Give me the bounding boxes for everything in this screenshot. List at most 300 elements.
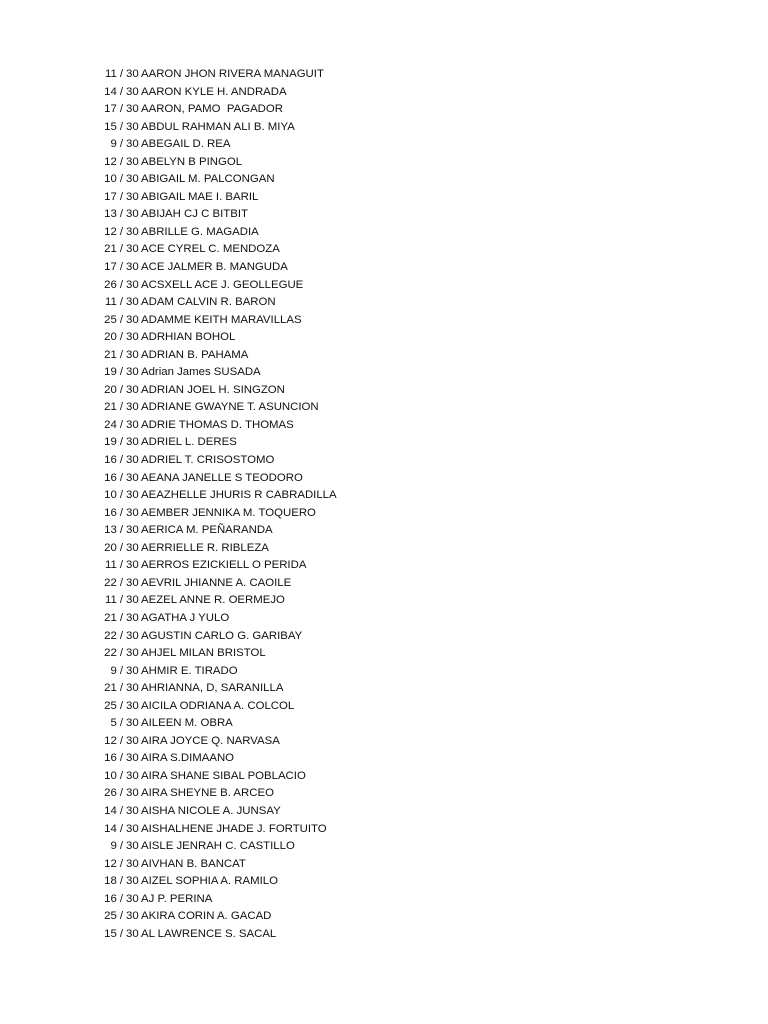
student-name: AEANA JANELLE S TEODORO <box>141 471 303 484</box>
score-points: 25 <box>104 699 117 712</box>
score-separator: / <box>119 401 123 414</box>
student-name: AISHALHENE JHADE J. FORTUITO <box>141 822 327 835</box>
score-value <box>96 417 138 435</box>
score-total: 30 <box>126 822 139 835</box>
list-item <box>96 908 337 926</box>
student-name: ACE JALMER B. MANGUDA <box>141 261 288 274</box>
list-item <box>96 610 337 628</box>
student-name: AL LAWRENCE S. SACAL <box>141 927 277 940</box>
student-name: AIRA SHANE SIBAL POBLACIO <box>141 769 306 782</box>
score-points: 25 <box>104 910 117 923</box>
score-separator: / <box>119 418 123 431</box>
list-item <box>96 224 337 242</box>
score-separator: / <box>119 296 123 309</box>
student-name: AJ P. PERINA <box>141 892 213 905</box>
score-points: 14 <box>104 804 117 817</box>
list-item <box>96 452 337 470</box>
score-value <box>96 101 138 119</box>
score-total: 30 <box>126 418 139 431</box>
score-value <box>96 803 138 821</box>
score-value <box>96 241 138 259</box>
score-value <box>96 84 138 102</box>
score-separator: / <box>119 611 123 624</box>
score-total: 30 <box>126 401 139 414</box>
list-item <box>96 66 337 84</box>
score-separator: / <box>119 68 123 80</box>
list-item <box>96 873 337 891</box>
score-points: 17 <box>104 261 117 274</box>
score-value <box>96 382 138 400</box>
score-total: 30 <box>126 454 139 467</box>
score-total: 30 <box>126 383 139 396</box>
score-separator: / <box>119 190 123 203</box>
list-item <box>96 382 337 400</box>
score-total: 30 <box>126 120 139 133</box>
score-total: 30 <box>126 190 139 203</box>
score-separator: / <box>119 506 123 519</box>
list-item <box>96 154 337 172</box>
score-points: 10 <box>104 769 117 782</box>
score-points: 24 <box>104 418 117 431</box>
score-separator: / <box>119 173 123 186</box>
score-value <box>96 540 138 558</box>
list-item <box>96 294 337 312</box>
student-name: AGUSTIN CARLO G. GARIBAY <box>141 629 303 642</box>
list-item <box>96 821 337 839</box>
score-value <box>96 224 138 242</box>
score-value <box>96 119 138 137</box>
student-name: ADAMME KEITH MARAVILLAS <box>141 313 302 326</box>
list-item <box>96 417 337 435</box>
student-name: AHRIANNA, D, SARANILLA <box>141 682 284 695</box>
score-total: 30 <box>126 225 139 238</box>
list-item <box>96 84 337 102</box>
score-separator: / <box>119 313 123 326</box>
score-separator: / <box>119 664 123 677</box>
score-points: 20 <box>104 541 117 554</box>
score-points: 15 <box>104 120 117 133</box>
score-total: 30 <box>126 647 139 660</box>
score-value <box>96 189 138 207</box>
student-name: AIRA S.DIMAANO <box>141 752 235 765</box>
score-total: 30 <box>126 734 139 747</box>
score-total: 30 <box>126 208 139 221</box>
score-value <box>96 206 138 224</box>
score-separator: / <box>119 682 123 695</box>
score-value <box>96 856 138 874</box>
score-value <box>96 277 138 295</box>
score-total: 30 <box>126 173 139 186</box>
list-item <box>96 171 337 189</box>
score-separator: / <box>119 471 123 484</box>
list-item <box>96 136 337 154</box>
score-total: 30 <box>126 506 139 519</box>
score-points: 9 <box>110 664 117 677</box>
score-points: 25 <box>104 313 117 326</box>
score-total: 30 <box>126 243 139 256</box>
score-total: 30 <box>126 840 139 853</box>
score-value <box>96 733 138 751</box>
score-value <box>96 610 138 628</box>
student-name: AIRA JOYCE Q. NARVASA <box>141 734 280 747</box>
score-points: 16 <box>104 892 117 905</box>
student-name: ADRIAN JOEL H. SINGZON <box>141 383 285 396</box>
score-points: 12 <box>104 225 117 238</box>
score-points: 20 <box>104 383 117 396</box>
score-separator: / <box>119 278 123 291</box>
list-item <box>96 206 337 224</box>
score-value <box>96 768 138 786</box>
student-name: ACSXELL ACE J. GEOLLEGUE <box>141 278 304 291</box>
score-separator: / <box>119 927 123 940</box>
score-value <box>96 434 138 452</box>
score-points: 11 <box>105 68 117 80</box>
student-name: Adrian James SUSADA <box>141 366 261 379</box>
score-points: 22 <box>104 629 117 642</box>
student-name: ABELYN B PINGOL <box>141 155 243 168</box>
student-name: ABIJAH CJ C BITBIT <box>141 208 248 221</box>
score-points: 21 <box>104 243 117 256</box>
score-value <box>96 592 138 610</box>
score-total: 30 <box>126 524 139 537</box>
score-total: 30 <box>126 717 139 730</box>
score-points: 18 <box>104 875 117 888</box>
score-points: 19 <box>104 366 117 379</box>
score-value <box>96 663 138 681</box>
score-separator: / <box>119 138 123 151</box>
score-separator: / <box>119 103 123 116</box>
score-value <box>96 171 138 189</box>
score-value <box>96 891 138 909</box>
student-name: AIZEL SOPHIA A. RAMILO <box>141 875 278 888</box>
score-separator: / <box>119 857 123 870</box>
score-points: 13 <box>104 524 117 537</box>
score-points: 14 <box>104 85 117 98</box>
score-separator: / <box>119 383 123 396</box>
score-separator: / <box>119 892 123 905</box>
student-name: ADRIEL L. DERES <box>141 436 237 449</box>
score-value <box>96 329 138 347</box>
score-separator: / <box>119 840 123 853</box>
list-item <box>96 522 337 540</box>
student-name: AIVHAN B. BANCAT <box>141 857 246 870</box>
student-name: AISLE JENRAH C. CASTILLO <box>141 840 295 853</box>
student-name: AHJEL MILAN BRISTOL <box>141 647 266 660</box>
score-value <box>96 470 138 488</box>
score-separator: / <box>119 734 123 747</box>
score-separator: / <box>119 752 123 765</box>
score-points: 26 <box>104 787 117 800</box>
list-item <box>96 592 337 610</box>
student-name: ADRIEL T. CRISOSTOMO <box>141 454 275 467</box>
score-points: 22 <box>104 576 117 589</box>
score-points: 14 <box>104 822 117 835</box>
list-item <box>96 434 337 452</box>
score-value <box>96 294 138 312</box>
list-item <box>96 926 337 944</box>
student-name: ABRILLE G. MAGADIA <box>141 225 259 238</box>
list-item <box>96 487 337 505</box>
score-value <box>96 926 138 944</box>
list-item <box>96 101 337 119</box>
score-points: 21 <box>104 348 117 361</box>
list-item <box>96 241 337 259</box>
score-points: 10 <box>104 173 117 186</box>
score-total: 30 <box>126 857 139 870</box>
student-name: AEMBER JENNIKA M. TOQUERO <box>141 506 316 519</box>
score-total: 30 <box>126 489 139 502</box>
score-value <box>96 259 138 277</box>
score-total: 30 <box>126 559 139 572</box>
score-value <box>96 487 138 505</box>
score-points: 9 <box>110 840 117 853</box>
student-name: AARON, PAMO PAGADOR <box>141 103 283 116</box>
score-separator: / <box>119 261 123 274</box>
score-total: 30 <box>126 85 139 98</box>
score-points: 11 <box>105 594 117 607</box>
score-total: 30 <box>126 278 139 291</box>
list-item <box>96 698 337 716</box>
student-name: AARON JHON RIVERA MANAGUIT <box>141 68 324 80</box>
score-total: 30 <box>126 804 139 817</box>
score-total: 30 <box>126 664 139 677</box>
score-separator: / <box>119 822 123 835</box>
score-separator: / <box>119 524 123 537</box>
score-value <box>96 750 138 768</box>
score-points: 13 <box>104 208 117 221</box>
score-separator: / <box>119 155 123 168</box>
score-value <box>96 312 138 330</box>
student-name: ABDUL RAHMAN ALI B. MIYA <box>141 120 295 133</box>
score-total: 30 <box>126 682 139 695</box>
score-separator: / <box>119 243 123 256</box>
score-value <box>96 838 138 856</box>
student-name: ADRIE THOMAS D. THOMAS <box>141 418 294 431</box>
score-value <box>96 628 138 646</box>
score-separator: / <box>119 804 123 817</box>
score-value <box>96 715 138 733</box>
score-total: 30 <box>126 348 139 361</box>
score-value <box>96 575 138 593</box>
score-points: 22 <box>104 647 117 660</box>
student-name: AERRIELLE R. RIBLEZA <box>141 541 269 554</box>
score-points: 12 <box>104 857 117 870</box>
score-separator: / <box>119 699 123 712</box>
list-item <box>96 119 337 137</box>
score-total: 30 <box>126 910 139 923</box>
score-separator: / <box>119 454 123 467</box>
score-separator: / <box>119 717 123 730</box>
score-separator: / <box>119 348 123 361</box>
score-separator: / <box>119 366 123 379</box>
score-points: 20 <box>104 331 117 344</box>
student-name: AIRA SHEYNE B. ARCEO <box>141 787 274 800</box>
student-name: AEAZHELLE JHURIS R CABRADILLA <box>141 489 337 502</box>
score-value <box>96 785 138 803</box>
score-points: 15 <box>104 927 117 940</box>
score-points: 11 <box>105 296 117 309</box>
student-name: ADRIAN B. PAHAMA <box>141 348 249 361</box>
student-name: AHMIR E. TIRADO <box>141 664 238 677</box>
score-total: 30 <box>126 155 139 168</box>
list-item <box>96 803 337 821</box>
score-value <box>96 347 138 365</box>
list-item <box>96 505 337 523</box>
score-total: 30 <box>126 541 139 554</box>
score-value <box>96 154 138 172</box>
list-item <box>96 750 337 768</box>
score-total: 30 <box>126 436 139 449</box>
score-total: 30 <box>126 576 139 589</box>
score-value <box>96 452 138 470</box>
list-item <box>96 312 337 330</box>
list-item <box>96 891 337 909</box>
score-value <box>96 557 138 575</box>
student-name: AILEEN M. OBRA <box>141 717 233 730</box>
score-value <box>96 522 138 540</box>
score-separator: / <box>119 910 123 923</box>
score-separator: / <box>119 120 123 133</box>
student-name: AISHA NICOLE A. JUNSAY <box>141 804 281 817</box>
student-name: AARON KYLE H. ANDRADA <box>141 85 287 98</box>
score-total: 30 <box>126 366 139 379</box>
score-points: 12 <box>104 734 117 747</box>
score-separator: / <box>119 769 123 782</box>
score-points: 19 <box>104 436 117 449</box>
score-total: 30 <box>126 103 139 116</box>
student-name: AERICA M. PEÑARANDA <box>141 524 273 537</box>
score-total: 30 <box>126 138 139 151</box>
score-points: 21 <box>104 401 117 414</box>
score-total: 30 <box>126 261 139 274</box>
score-total: 30 <box>126 927 139 940</box>
score-total: 30 <box>126 699 139 712</box>
score-total: 30 <box>126 629 139 642</box>
score-total: 30 <box>126 296 139 309</box>
list-item <box>96 838 337 856</box>
score-value <box>96 821 138 839</box>
score-points: 16 <box>104 454 117 467</box>
student-name: AICILA ODRIANA A. COLCOL <box>141 699 295 712</box>
student-name: AERROS EZICKIELL O PERIDA <box>141 559 307 572</box>
score-separator: / <box>119 208 123 221</box>
list-item <box>96 364 337 382</box>
score-value <box>96 908 138 926</box>
score-value <box>96 505 138 523</box>
student-name: ADRHIAN BOHOL <box>141 331 236 344</box>
list-item <box>96 557 337 575</box>
student-name: AGATHA J YULO <box>141 611 230 624</box>
list-item <box>96 715 337 733</box>
score-separator: / <box>119 436 123 449</box>
student-name: ADAM CALVIN R. BARON <box>141 296 276 309</box>
score-separator: / <box>119 576 123 589</box>
student-name: ACE CYREL C. MENDOZA <box>141 243 280 256</box>
score-value <box>96 66 138 84</box>
list-item <box>96 663 337 681</box>
score-total: 30 <box>126 752 139 765</box>
score-separator: / <box>119 541 123 554</box>
score-points: 5 <box>110 717 117 730</box>
list-item <box>96 470 337 488</box>
score-separator: / <box>119 594 123 607</box>
score-separator: / <box>119 875 123 888</box>
list-item <box>96 680 337 698</box>
score-points: 21 <box>104 682 117 695</box>
list-item <box>96 347 337 365</box>
score-points: 12 <box>104 155 117 168</box>
list-item <box>96 399 337 417</box>
score-value <box>96 399 138 417</box>
student-name: ABIGAIL MAE I. BARIL <box>141 190 259 203</box>
list-item <box>96 856 337 874</box>
score-total: 30 <box>126 787 139 800</box>
list-item <box>96 733 337 751</box>
score-points: 17 <box>104 103 117 116</box>
score-separator: / <box>119 85 123 98</box>
score-total: 30 <box>126 331 139 344</box>
score-points: 16 <box>104 506 117 519</box>
score-total: 30 <box>126 611 139 624</box>
score-value <box>96 680 138 698</box>
score-value <box>96 873 138 891</box>
list-item <box>96 540 337 558</box>
list-item <box>96 189 337 207</box>
score-value <box>96 364 138 382</box>
score-total: 30 <box>126 68 139 80</box>
score-total: 30 <box>126 769 139 782</box>
score-total: 30 <box>126 594 139 607</box>
student-name: AKIRA CORIN A. GACAD <box>141 910 272 923</box>
score-points: 21 <box>104 611 117 624</box>
score-separator: / <box>119 647 123 660</box>
list-item <box>96 575 337 593</box>
list-item <box>96 785 337 803</box>
score-value <box>96 698 138 716</box>
score-points: 11 <box>105 559 117 572</box>
student-name: ABIGAIL M. PALCONGAN <box>141 173 275 186</box>
score-total: 30 <box>126 313 139 326</box>
score-points: 17 <box>104 190 117 203</box>
score-value <box>96 645 138 663</box>
score-separator: / <box>119 787 123 800</box>
student-name: AEZEL ANNE R. OERMEJO <box>141 594 285 607</box>
student-name: ADRIANE GWAYNE T. ASUNCION <box>141 401 319 414</box>
score-separator: / <box>119 489 123 502</box>
list-item <box>96 628 337 646</box>
score-points: 9 <box>110 138 117 151</box>
list-item <box>96 768 337 786</box>
list-item <box>96 329 337 347</box>
score-separator: / <box>119 629 123 642</box>
score-total: 30 <box>126 471 139 484</box>
student-name: ABEGAIL D. REA <box>141 138 231 151</box>
list-item <box>96 277 337 295</box>
score-total: 30 <box>126 875 139 888</box>
score-separator: / <box>119 225 123 238</box>
list-item <box>96 645 337 663</box>
student-name: AEVRIL JHIANNE A. CAOILE <box>141 576 292 589</box>
score-points: 10 <box>104 489 117 502</box>
list-item <box>96 259 337 277</box>
score-total: 30 <box>126 892 139 905</box>
score-points: 16 <box>104 752 117 765</box>
score-points: 16 <box>104 471 117 484</box>
score-separator: / <box>119 331 123 344</box>
score-separator: / <box>119 559 123 572</box>
score-value <box>96 136 138 154</box>
score-list <box>96 66 337 943</box>
